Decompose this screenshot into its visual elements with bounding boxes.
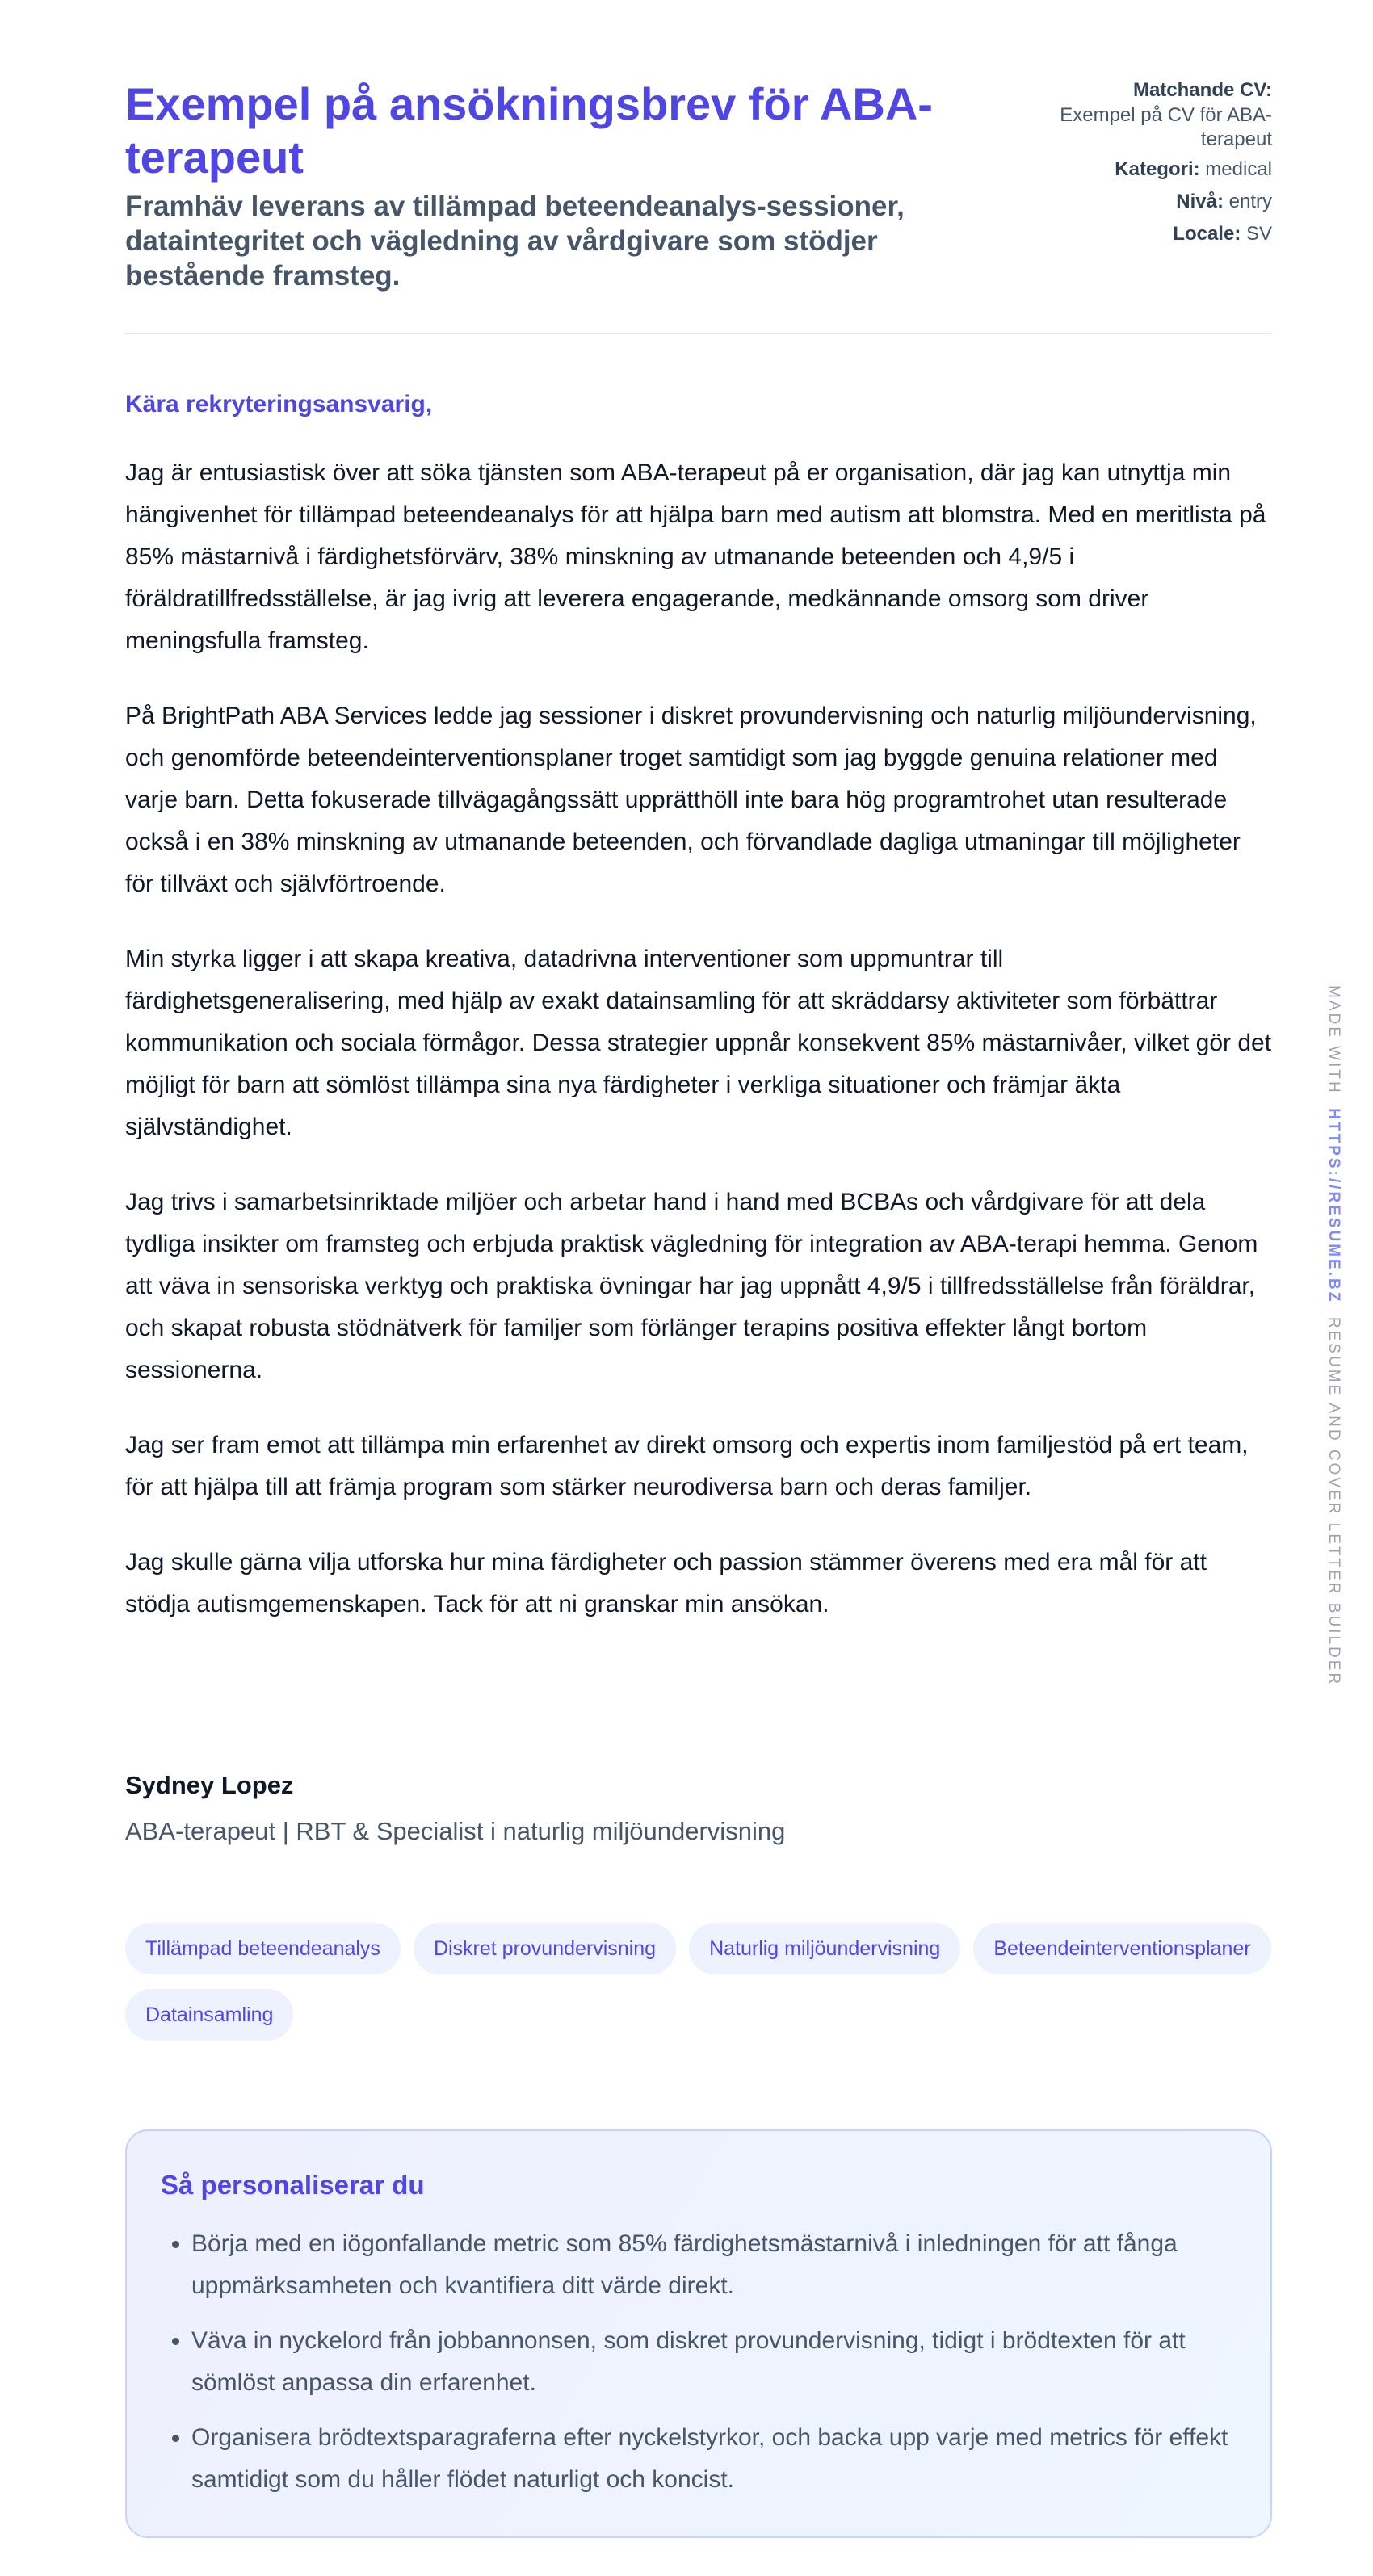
skill-tag: Datainsamling <box>125 1989 293 2041</box>
meta-category-label: Kategori: <box>1115 158 1200 180</box>
meta-cv-link[interactable]: Exempel på CV för ABA-terapeut <box>1060 104 1272 150</box>
meta-locale <box>1030 221 1272 247</box>
letter-paragraph: Jag ser fram emot att tillämpa min erfarenhet av direkt omsorg och expertis inom familjestöd på ert team, för att hjälpa till att främja program som stärker neurodiversa barn och deras familjer. <box>125 1432 1249 1500</box>
skill-tag: Beteendeinterventionsplaner <box>973 1923 1270 1974</box>
meta-level-label: Nivå: <box>1176 191 1224 212</box>
meta-level-value: entry <box>1228 191 1272 212</box>
personalize-tips-box <box>125 2129 1272 2538</box>
meta-locale-value: SV <box>1245 223 1272 245</box>
page-header <box>125 0 1272 335</box>
made-with-sidebar <box>1325 985 1342 1686</box>
builder-tagline: RESUME AND COVER LETTER BUILDER <box>1325 1316 1342 1687</box>
letter-body <box>125 452 1272 1659</box>
letter-paragraph: Jag skulle gärna vilja utforska hur mina färdigheter och passion stämmer överens med era mål för att stödja autismgemenskapen. Tack för att ni granskar min ansökan. <box>125 1549 1207 1617</box>
page-title: Exempel på ansökningsbrev för ABA-terapeut <box>125 78 933 183</box>
letter-paragraph: Jag är entusiastisk över att söka tjänsten som ABA-terapeut på er organisation, där jag kan utnyttja min hängivenhet för tillämpad beteendeanalys för att hjälpa barn med autism att blomstra. Med en meritlista på 85% mästarnivå i färdighetsförvärv, 38% minskning av utmanande beteenden och 4,9/5 i föräldratillfredsställelse, är jag ivrig att leverera engagerande, medkännande omsorg som driver meningsfulla framsteg. <box>125 459 1266 654</box>
cover-letter-page <box>125 0 1272 2493</box>
meta-cv <box>1030 78 1272 152</box>
tips-item: • Börja med en iögonfallande metric som 85% färdighetsmästarnivå i inledningen för att fånga uppmärksamheten och kvantifiera ditt värde direkt. <box>191 2223 1237 2307</box>
meta-locale-label: Locale: <box>1173 223 1241 245</box>
signature-role: ABA-terapeut | RBT & Specialist i naturlig miljöundervisning <box>125 1817 786 1845</box>
meta-category <box>1030 157 1272 183</box>
meta-panel <box>1030 78 1272 254</box>
letter-paragraph: Jag trivs i samarbetsinriktade miljöer och arbetar hand i hand med BCBAs och vårdgivare för att dela tydliga insikter om framsteg och erbjuda praktisk vägledning för integration av ABA-terapi hemma. Genom att väva in sensoriska verktyg och praktiska övningar har jag uppnått 4,9/5 i tillfredsställelse från föräldrar, och skapat robusta stödnätverk för familjer som förlänger terapins positiva effekter långt bortom sessionerna. <box>125 1189 1258 1383</box>
skill-tag: Diskret provundervisning <box>414 1923 676 1974</box>
signature-name: Sydney Lopez <box>125 1771 294 1799</box>
letter-paragraph: Min styrka ligger i att skapa kreativa, datadrivna interventioner som uppmuntrar till färdighetsgeneralisering, med hjälp av exakt datainsamling för att skräddarsy aktiviteter som förbättrar kommunikation och sociala förmågor. Dessa strategier uppnår konsekvent 85% mästarnivåer, vilket gör det möjligt för barn att sömlöst tillämpa sina nya färdigheter i verkliga situationer och främjar äkta självständighet. <box>125 946 1272 1140</box>
tips-list <box>161 2223 1237 2501</box>
meta-level <box>1030 189 1272 215</box>
tips-item: • Väva in nyckelord från jobbannonsen, som diskret provundervisning, tidigt i brödtexten för att sömlöst anpassa din erfarenhet. <box>191 2320 1237 2404</box>
meta-cv-label: Matchande CV: <box>1132 79 1272 101</box>
header-divider <box>125 333 1272 334</box>
resume-bz-link[interactable]: HTTPS://RESUME.BZ <box>1325 1108 1342 1304</box>
skill-tag: Naturlig miljöundervisning <box>689 1923 960 1974</box>
meta-category-value: medical <box>1205 158 1272 180</box>
letter-greeting: Kära rekryteringsansvarig, <box>125 391 433 417</box>
made-with-label: MADE WITH <box>1325 985 1342 1095</box>
page-subtitle: Framhäv leverans av tillämpad beteendeanalys-sessioner, dataintegritet och vägledning av vårdgivare som stödjer bestående framsteg. <box>125 191 905 292</box>
letter-paragraph: På BrightPath ABA Services ledde jag sessioner i diskret provundervisning och naturlig miljöundervisning, och genomförde beteendeinterventionsplaner troget samtidigt som jag byggde genuina relationer med varje barn. Detta fokuserade tillvägagångssätt upprätthöll inte bara hög programtrohet utan resulterade också i en 38% minskning av utmanande beteenden, och förvandlade dagliga utmaningar till möjligheter för tillväxt och självförtroende. <box>125 703 1257 897</box>
tips-title: Så personaliserar du <box>161 2170 425 2200</box>
tips-item: • Organisera brödtextsparagraferna efter nyckelstyrkor, och backa upp varje med metrics för effekt samtidigt som du håller flödet naturligt och koncist. <box>191 2417 1237 2501</box>
skill-tag: Tillämpad beteendeanalys <box>125 1923 401 1974</box>
skill-tags <box>125 1923 1272 2041</box>
